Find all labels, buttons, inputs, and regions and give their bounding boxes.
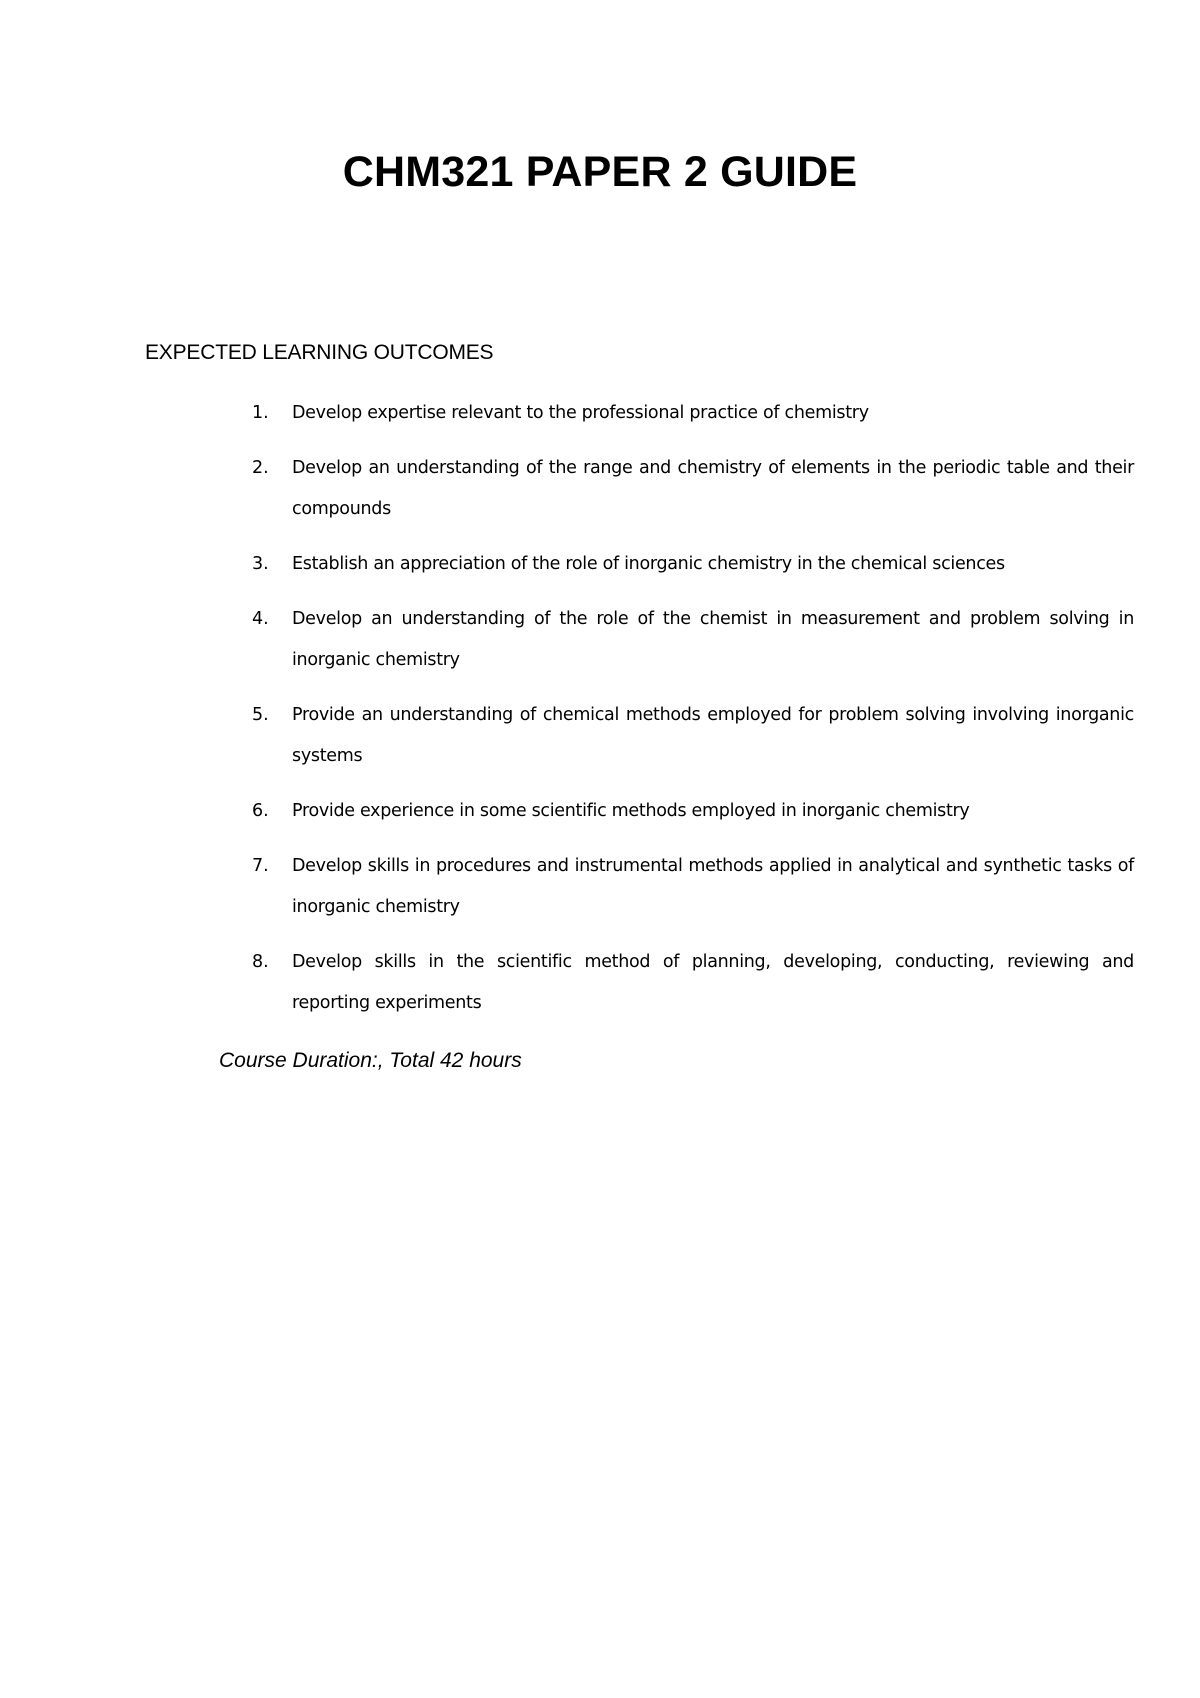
outcome-text: Provide an understanding of chemical methods employed for problem solving involving inorganic systems bbox=[292, 705, 1134, 766]
outcome-item bbox=[0, 544, 1200, 585]
outcome-text: Develop expertise relevant to the professional practice of chemistry bbox=[292, 403, 869, 423]
learning-outcomes-list bbox=[0, 393, 1200, 1038]
outcome-item bbox=[0, 393, 1200, 434]
outcome-item bbox=[0, 599, 1200, 681]
outcome-number: 7. bbox=[252, 856, 269, 876]
outcome-text: Provide experience in some scientific methods employed in inorganic chemistry bbox=[292, 801, 970, 821]
outcome-number: 8. bbox=[252, 952, 269, 972]
outcome-item bbox=[0, 448, 1200, 530]
outcome-number: 5. bbox=[252, 705, 269, 725]
outcome-text: Develop skills in the scientific method of planning, developing, conducting, reviewing and reporting experiments bbox=[292, 952, 1134, 1013]
outcome-item bbox=[0, 846, 1200, 928]
outcome-text: Establish an appreciation of the role of inorganic chemistry in the chemical sciences bbox=[292, 554, 1005, 574]
outcome-item bbox=[0, 942, 1200, 1024]
outcome-number: 4. bbox=[252, 609, 269, 629]
outcome-text: Develop skills in procedures and instrumental methods applied in analytical and synthetic tasks of inorganic chemistry bbox=[292, 856, 1134, 917]
outcome-number: 3. bbox=[252, 554, 269, 574]
outcome-number: 2. bbox=[252, 458, 269, 478]
section-heading: EXPECTED LEARNING OUTCOMES bbox=[145, 341, 494, 364]
outcome-item bbox=[0, 791, 1200, 832]
outcome-number: 1. bbox=[252, 403, 269, 423]
document-title: CHM321 PAPER 2 GUIDE bbox=[342, 148, 858, 196]
outcome-number: 6. bbox=[252, 801, 269, 821]
outcome-text: Develop an understanding of the role of the chemist in measurement and problem solving in inorganic chemistry bbox=[292, 609, 1134, 670]
course-duration: Course Duration:, Total 42 hours bbox=[219, 1049, 522, 1072]
outcome-text: Develop an understanding of the range and chemistry of elements in the periodic table and their compounds bbox=[292, 458, 1134, 519]
outcome-item bbox=[0, 695, 1200, 777]
